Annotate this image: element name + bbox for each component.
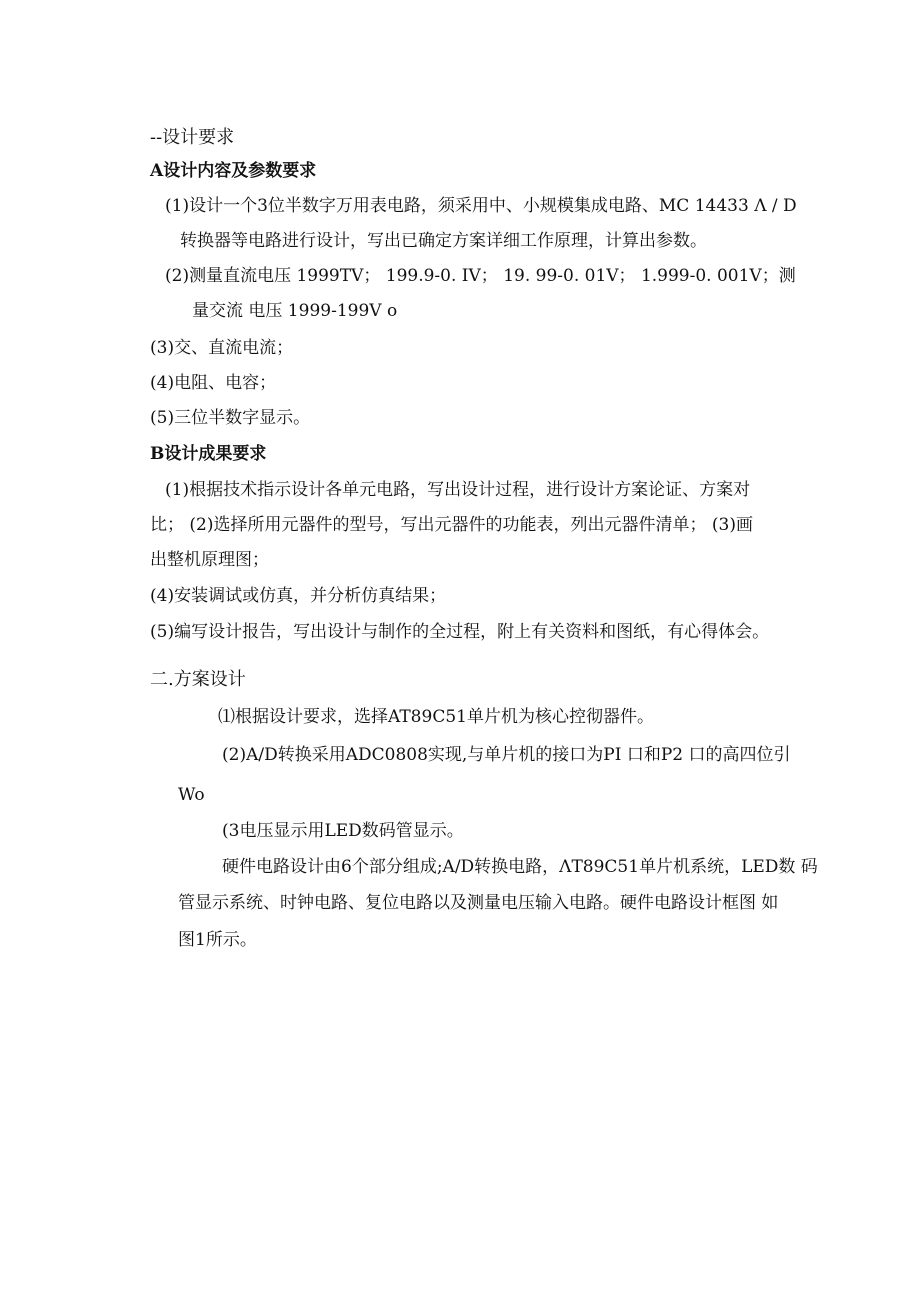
section-1-heading: --设计要求 <box>150 127 235 148</box>
part-a-item: (3)交、直流电流； <box>150 338 294 358</box>
part-b-item: (5)编写设计报告，写出设计与制作的全过程，附上有关资料和图纸，有心得体会。 <box>150 622 770 642</box>
part-b-item: 比； (2)选择所用元器件的型号，写出元器件的功能表，列出元器件清单； (3)画 <box>150 515 753 535</box>
part-a-item: (1)设计一个3位半数字万用表电路，须采用中、小规模集成电路、MC 14433 Λ / D <box>165 196 797 216</box>
section-2-paragraph: Wo <box>178 785 205 805</box>
part-a-item: (5)三位半数字显示。 <box>150 408 311 428</box>
section-2-heading: 二.方案设计 <box>150 669 246 690</box>
part-b-item: (1)根据技术指示设计各单元电路，写出设计过程，进行设计方案论证、方案对 <box>165 480 751 500</box>
section-2-paragraph: 管显示系统、时钟电路、复位电路以及测量电压输入电路。硬件电路设计框图 如 <box>178 893 779 913</box>
part-b-heading: B设计成果要求 <box>150 444 267 464</box>
part-b-item: (4)安装调试或仿真，并分析仿真结果； <box>150 586 447 606</box>
part-a-item: (2)测量直流电压 1999TV； 199.9-0. IV； 19. 99-0. 01V； 1.999-0. 001V；测 <box>165 266 796 286</box>
section-2-paragraph: (3电压显示用LED数码管显示。 <box>222 821 464 841</box>
part-a-item: 量交流 电压 1999-199V o <box>192 301 398 321</box>
part-a-item: 转换器等电路进行设计，写出已确定方案详细工作原理，计算出参数。 <box>180 231 707 251</box>
section-2-paragraph: 图1所示。 <box>178 930 257 950</box>
part-a-item: (4)电阻、电容； <box>150 373 277 393</box>
section-2-paragraph: (2)A/D转换采用ADC0808实现,与单片机的接口为PI 口和P2 口的高四位引 <box>222 745 791 765</box>
part-b-item: 出整机原理图； <box>150 550 269 570</box>
part-a-heading: A设计内容及参数要求 <box>150 161 317 181</box>
section-2-paragraph: ⑴根据设计要求，选择AT89C51单片机为核心控彻器件。 <box>218 707 654 727</box>
section-2-paragraph: 硬件电路设计由6个部分组成;A/D转换电路，ΛT89C51单片机系统，LED数 码 <box>222 857 818 877</box>
